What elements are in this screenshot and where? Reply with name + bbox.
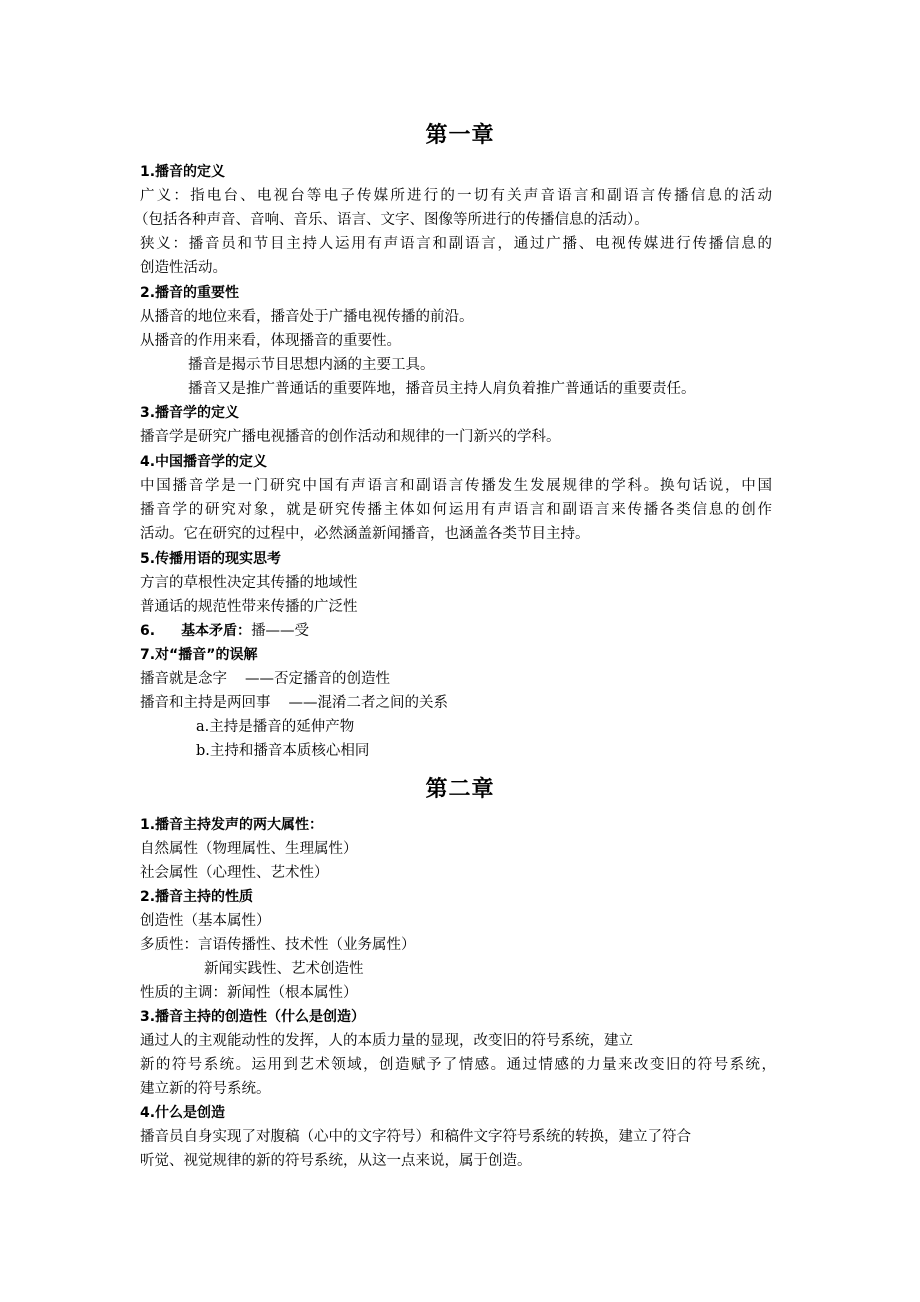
- ch1-s7-line-1: [140, 669, 390, 689]
- ch1-s6-heading: 基本矛盾：: [181, 623, 252, 639]
- ch2-s2-line-1: 创造性（基本属性）: [140, 913, 271, 929]
- ch1-section-7-heading: 7.对“播音”的误解: [140, 647, 258, 663]
- ch1-s7-line-1-term: 播音就是念字: [140, 671, 227, 687]
- ch1-s1-narrow-line-2: 创造性活动。: [140, 260, 227, 276]
- ch1-s2-line-1: 从播音的地位来看，播音处于广播电视传播的前沿。: [140, 309, 474, 325]
- ch1-s2-line-2: 从播音的作用来看，体现播音的重要性。: [140, 333, 401, 349]
- ch1-s2-line-4: 播音又是推广普通话的重要阵地，播音员主持人肩负着推广普通话的重要责任。: [188, 381, 696, 397]
- ch2-s4-line-2: 听觉、视觉规律的新的符号系统，从这一点来说，属于创造。: [140, 1153, 532, 1169]
- ch1-s7-line-3: a.主持是播音的延伸产物: [196, 719, 355, 735]
- ch2-section-2-heading: 2.播音主持的性质: [140, 889, 254, 905]
- ch1-s1-broad-line-1: 广义：指电台、电视台等电子传媒所进行的一切有关声音语言和副语言传播信息的活动: [140, 188, 772, 204]
- ch1-s4-line-3: 活动。它在研究的过程中，必然涵盖新闻播音，也涵盖各类节目主持。: [140, 526, 590, 542]
- ch1-s7-line-2: [140, 693, 448, 713]
- ch2-s2-line-3: 新闻实践性、艺术创造性: [204, 961, 364, 977]
- ch1-s1-broad-line-2: （包括各种声音、音响、音乐、语言、文字、图像等所进行的传播信息的活动）。: [134, 212, 649, 228]
- ch2-s4-line-1: 播音员自身实现了对腹稿（心中的文字符号）和稿件文字符号系统的转换，建立了符合: [140, 1129, 691, 1145]
- ch1-s4-line-1: 中国播音学是一门研究中国有声语言和副语言传播发生发展规律的学科。换句话说，中国: [140, 478, 772, 494]
- ch1-section-2-heading: 2.播音的重要性: [140, 285, 240, 301]
- ch2-s2-line-2: 多质性：言语传播性、技术性（业务属性）: [140, 937, 416, 953]
- ch2-s3-line-2: 新的符号系统。运用到艺术领域，创造赋予了情感。通过情感的力量来改变旧的符号系统，: [140, 1057, 776, 1073]
- ch2-s3-line-3: 建立新的符号系统。: [140, 1081, 271, 1097]
- ch1-s7-line-2-note: ——混淆二者之间的关系: [288, 695, 448, 711]
- ch2-s3-line-1: 通过人的主观能动性的发挥，人的本质力量的显现，改变旧的符号系统，建立: [140, 1033, 633, 1049]
- ch1-section-5-heading: 5.传播用语的现实思考: [140, 551, 282, 567]
- ch2-s2-line-4: 性质的主调：新闻性（根本属性）: [140, 985, 358, 1001]
- ch1-s7-line-1-note: ——否定播音的创造性: [245, 671, 390, 687]
- ch2-section-4-heading: 4.什么是创造: [140, 1105, 226, 1121]
- ch1-s7-line-4: b.主持和播音本质核心相同: [196, 743, 370, 759]
- ch1-s4-line-2: 播音学的研究对象，就是研究传播主体如何运用有声语言和副语言来传播各类信息的创作: [140, 502, 772, 518]
- ch1-section-6: [140, 621, 309, 641]
- chapter-2-title: 第二章: [425, 777, 495, 802]
- chapter-1-title: 第一章: [425, 123, 495, 148]
- ch1-s5-line-1: 方言的草根性决定其传播的地域性: [140, 575, 358, 591]
- ch1-s6-text: 播——受: [251, 623, 310, 639]
- ch1-section-1-heading: 1.播音的定义: [140, 164, 226, 180]
- ch2-s1-line-2: 社会属性（心理性、艺术性）: [140, 865, 329, 881]
- ch1-s1-narrow-line-1: 狭义：播音员和节目主持人运用有声语言和副语言，通过广播、电视传媒进行传播信息的: [140, 236, 772, 252]
- ch2-section-1-heading: 1.播音主持发声的两大属性：: [140, 817, 324, 833]
- ch1-s7-line-2-term: 播音和主持是两回事: [140, 695, 271, 711]
- ch1-s3-line-1: 播音学是研究广播电视播音的创作活动和规律的一门新兴的学科。: [140, 429, 561, 445]
- ch1-s6-number: 6.: [140, 623, 156, 639]
- ch1-s5-line-2: 普通话的规范性带来传播的广泛性: [140, 599, 358, 615]
- ch1-section-4-heading: 4.中国播音学的定义: [140, 454, 268, 470]
- ch1-s2-line-3: 播音是揭示节目思想内涵的主要工具。: [188, 357, 435, 373]
- ch1-section-3-heading: 3.播音学的定义: [140, 405, 240, 421]
- ch2-s1-line-1: 自然属性（物理属性、生理属性）: [140, 841, 358, 857]
- ch2-section-3-heading: 3.播音主持的创造性（什么是创造）: [140, 1009, 366, 1025]
